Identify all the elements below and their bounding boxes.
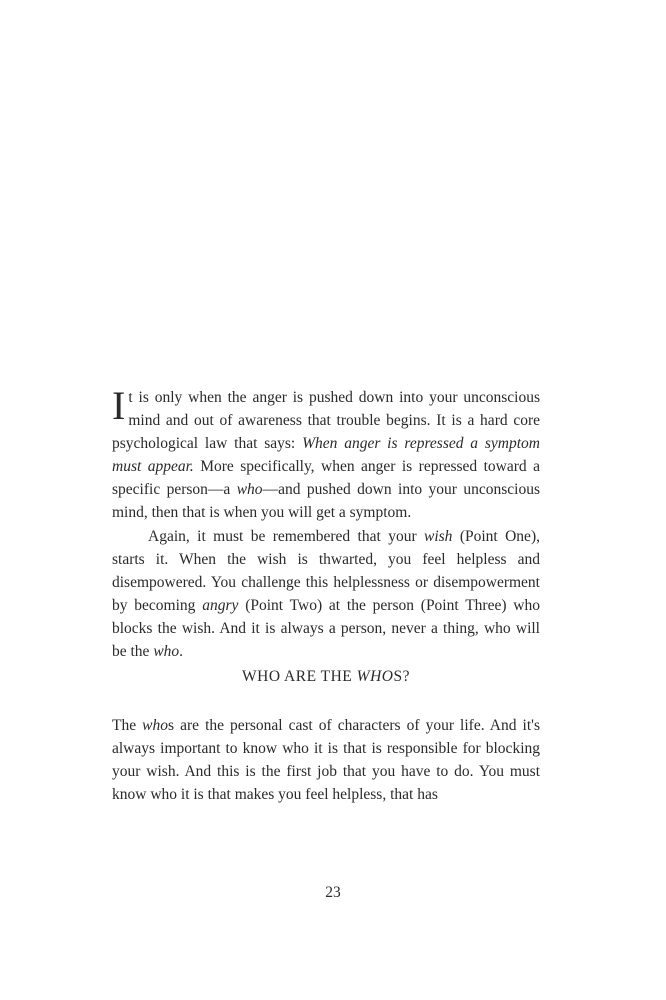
paragraph-3 — [112, 714, 540, 806]
paragraph-2-text-1: Again, it must be remembered that your — [148, 528, 424, 545]
paragraph-3-text-1: s are the personal cast of characters of your life. And it's always important to know who it is that is responsible for blocking your wish. And this is the first job that you have to do. You must know who it is that makes you feel helpless, that has — [112, 717, 540, 804]
heading-italic-whos: WHO — [356, 668, 394, 685]
paragraph-2-text-3: (Point Two) at the person (Point Three) who blocks the wish. And it is always a person, never a thing, who will be the — [112, 597, 540, 661]
paragraph-2-italic-who: who — [153, 643, 180, 661]
paragraph-2-italic-wish: wish — [424, 528, 453, 545]
paragraph-1-text-2: More specifically, when anger is repressed toward a specific person—a — [112, 458, 540, 499]
paragraph-1-text-3: —and pushed down into your unconscious mind, then that is when you will get a symptom. — [112, 481, 540, 522]
paragraph-2-italic-angry: angry — [202, 597, 239, 615]
section-heading — [112, 668, 540, 686]
page-number: 23 — [325, 884, 341, 901]
paragraph-2-text-2: (Point One), starts it. When the wish is thwarted, you feel helpless and disempowered. You challenge this helplessness or disempowerment by becoming — [112, 528, 540, 615]
heading-text-1: WHO ARE THE — [242, 668, 357, 685]
paragraph-2 — [112, 525, 540, 664]
drop-cap: I — [112, 383, 126, 428]
paragraph-1-text-1: t is only when the anger is pushed down into your unconscious mind and out of awareness that trouble begins. It is a hard core psychological law that says: — [112, 389, 540, 453]
paragraph-1-italic-who: who — [236, 481, 263, 499]
paragraph-3-italic-whos: who — [142, 717, 168, 734]
paragraph-1 — [112, 383, 541, 525]
paragraph-2-text-4: . — [179, 643, 184, 661]
paragraph-3-prefix: The — [112, 717, 143, 734]
heading-text-2: S? — [393, 668, 410, 685]
paragraph-1-italic-law: When anger is repressed a symptom must appear. — [112, 435, 541, 476]
